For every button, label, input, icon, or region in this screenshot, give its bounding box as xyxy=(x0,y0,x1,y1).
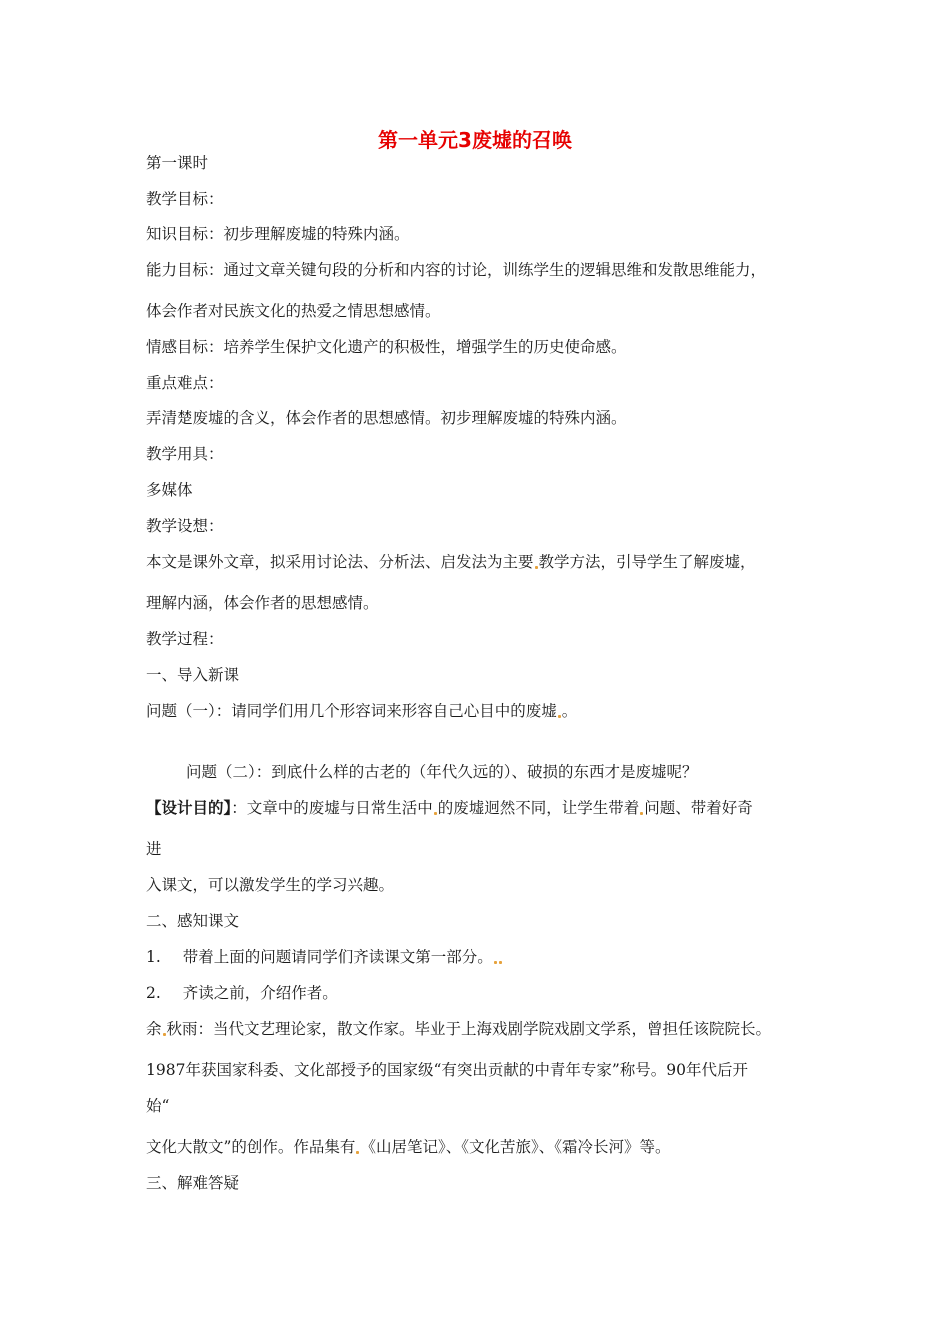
design-purpose-label: 【设计目的】 xyxy=(146,798,232,817)
mark-dot xyxy=(163,1033,166,1036)
text-line xyxy=(146,946,503,968)
mark-dot xyxy=(356,1151,359,1154)
text-line: 进 xyxy=(146,840,162,858)
text-segment: 教学方法，引导学生了解废墟， xyxy=(538,553,756,571)
text-segment: 本文是课外文章，拟采用讨论法、分析法、启发法为主要 xyxy=(146,553,534,571)
text-segment: 。 xyxy=(561,702,578,720)
text-segment: 《山居笔记》、《文化苦旅》、《霜冷长河》等。 xyxy=(360,1138,671,1156)
text-line xyxy=(146,1018,771,1040)
text-line xyxy=(146,1136,670,1158)
text-segment: 问题（一）：请同学们用几个形容词来形容自己心目中的废墟 xyxy=(146,702,557,720)
text-segment: 齐读之前，介绍作者。 xyxy=(182,984,338,1002)
text-line: 二、感知课文 xyxy=(146,912,240,930)
text-segment: 问题、带着好奇 xyxy=(644,799,753,817)
mark-dot xyxy=(499,961,502,964)
text-line: 一、导入新课 xyxy=(146,666,240,684)
text-line: 始“ xyxy=(146,1097,170,1115)
text-line: 教学设想： xyxy=(146,517,224,535)
mark-dot xyxy=(640,812,643,815)
list-number: 2. xyxy=(146,984,161,1002)
text-segment: 文化大散文”的创作。作品集有 xyxy=(146,1138,356,1156)
mark-dot xyxy=(494,961,497,964)
text-segment: 的废墟迥然不同，让学生带着 xyxy=(437,799,640,817)
text-line xyxy=(146,982,338,1004)
text-segment: 余 xyxy=(146,1020,162,1038)
text-line: 三、解难答疑 xyxy=(146,1174,240,1192)
text-line: 多媒体 xyxy=(146,481,193,499)
text-line: 体会作者对民族文化的热爱之情思想感情。 xyxy=(146,302,441,320)
text-line xyxy=(146,700,577,722)
text-line: 教学目标： xyxy=(146,190,224,208)
text-line: 教学过程： xyxy=(146,630,224,648)
text-line: 情感目标：培养学生保护文化遗产的积极性，增强学生的历史使命感。 xyxy=(146,338,627,356)
text-segment: 带着上面的问题请同学们齐读课文第一部分。 xyxy=(182,948,493,966)
text-line: 第一课时 xyxy=(146,154,209,172)
document-title: 第一单元3废墟的召唤 xyxy=(378,128,572,152)
text-segment: ：文章中的废墟与日常生活中 xyxy=(231,799,433,817)
text-line: 理解内涵，体会作者的思想感情。 xyxy=(146,594,379,612)
mark-dot xyxy=(434,812,437,815)
text-line: 知识目标：初步理解废墟的特殊内涵。 xyxy=(146,225,410,243)
text-line: 1987年获国家科委、文化部授予的国家级“有突出贡献的中青年专家”称号。90年代后开 xyxy=(146,1061,749,1079)
text-line xyxy=(146,551,756,573)
mark-dot xyxy=(535,566,538,569)
mark-dot xyxy=(558,715,561,718)
text-line xyxy=(146,797,753,819)
text-line: 重点难点： xyxy=(146,374,224,392)
text-line: 教学用具： xyxy=(146,445,224,463)
list-number: 1. xyxy=(146,948,161,966)
text-line: 问题（二）：到底什么样的古老的（年代久远的）、破损的东西才是废墟呢？ xyxy=(186,763,698,781)
text-line: 弄清楚废墟的含义，体会作者的思想感情。初步理解废墟的特殊内涵。 xyxy=(146,409,627,427)
text-line: 入课文，可以激发学生的学习兴趣。 xyxy=(146,876,395,894)
text-line: 能力目标：通过文章关键句段的分析和内容的讨论，训练学生的逻辑思维和发散思维能力， xyxy=(146,261,767,279)
text-segment: 秋雨：当代文艺理论家，散文作家。毕业于上海戏剧学院戏剧文学系，曾担任该院院长。 xyxy=(166,1020,772,1038)
